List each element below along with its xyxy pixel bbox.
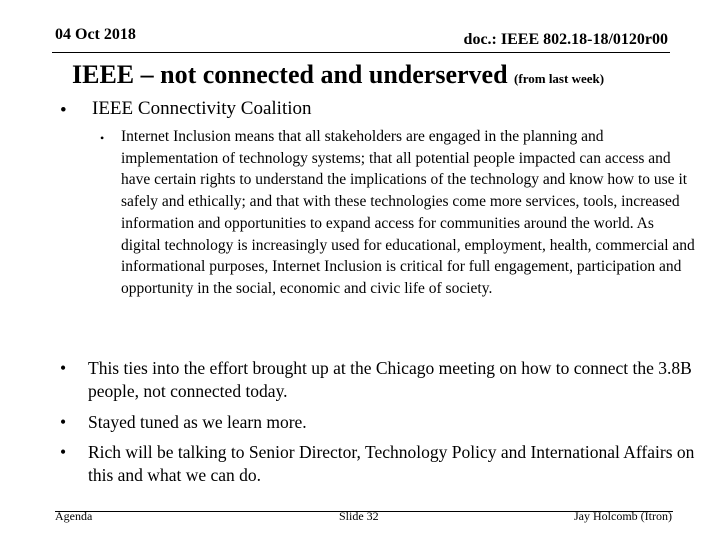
header-doc-id: doc.: IEEE 802.18-18/0120r00 <box>463 31 668 48</box>
bullet-symbol: • <box>60 442 67 462</box>
slide-title-note: (from last week) <box>514 71 605 86</box>
bullet-symbol: • <box>100 131 105 145</box>
header-date: 04 Oct 2018 <box>55 26 136 43</box>
slide-title-main: IEEE – not connected and underserved <box>72 60 508 89</box>
bullet-internet-inclusion-text: Internet Inclusion means that all stakeholders are engaged in the planning and implementation of technology systems; that all potential people impacted can access and have certain rights to understand the implications of the technology and know how to use it safely and ethically; and that with these technologies come more services, tools, increased information and opportunities to expand access for communities around the world. As digital technology is increasingly used for educational, employment, health, commercial and informational purposes, Internet Inclusion is critical for full engagement, participation and opportunity in the social, economic and civic life of society. <box>121 128 695 297</box>
bullet-symbol: • <box>60 412 67 432</box>
slide-title <box>72 60 604 90</box>
bullet-coalition-text: IEEE Connectivity Coalition <box>92 98 312 119</box>
bullet-chicago-text: This ties into the effort brought up at the Chicago meeting on how to connect the 3.8B people, not connected today. <box>88 358 692 401</box>
bullet-rich-text: Rich will be talking to Senior Director, Technology Policy and International Affairs on this and what we can do. <box>88 442 695 485</box>
footer-author: Jay Holcomb (Itron) <box>574 509 672 523</box>
header-divider <box>52 52 670 53</box>
bullet-stay-tuned-text: Stayed tuned as we learn more. <box>88 412 307 432</box>
bullet-symbol: • <box>60 100 67 121</box>
bullet-symbol: • <box>60 358 67 378</box>
footer-slide-number: Slide 32 <box>339 509 379 523</box>
footer-agenda: Agenda <box>55 509 93 523</box>
